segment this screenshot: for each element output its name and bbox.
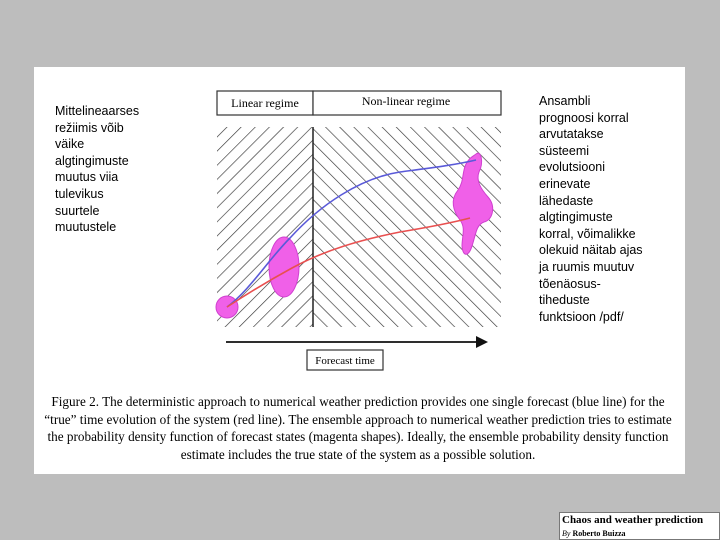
credit-title: Chaos and weather prediction bbox=[562, 514, 704, 526]
credit-by-prefix: By bbox=[562, 529, 571, 538]
figure-caption bbox=[38, 393, 678, 463]
right-annotation: Ansambli prognoosi korral arvutatakse süsteemi evolutsiooni erinevate lähedaste algtingimuste korral, võimalikke olekuid näitab ajas ja ruumis muutuv tõenäosus- tiheduste funktsioon /pdf/ bbox=[539, 94, 643, 324]
time-axis-label: Forecast time bbox=[315, 355, 375, 367]
nonlinear-regime-label: Non-linear regime bbox=[361, 94, 451, 108]
credit-author-line bbox=[562, 529, 626, 538]
caption-text: The deterministic approach to numerical weather prediction provides one single forecast (blue line) for the “true” time evolution of the system (red line). The ensemble approach to numerical weather prediction tries to estimate the probability density function of forecast states (magenta shapes). Ideally, the ensemble probability density function estimate includes the true state of the system as a possible solution. bbox=[44, 394, 672, 462]
credit-author: Roberto Buizza bbox=[572, 529, 626, 538]
linear-regime-label: Linear regime bbox=[231, 96, 299, 110]
figure-number: Figure 2. bbox=[51, 394, 100, 409]
hatched-regime-area bbox=[217, 127, 501, 327]
left-annotation: Mittelineaarses režiimis võib väike algtingimuste muutus viia tulevikus suurtele muutustele bbox=[55, 104, 140, 235]
credit-box bbox=[559, 512, 720, 540]
time-axis-arrowhead bbox=[476, 336, 488, 348]
